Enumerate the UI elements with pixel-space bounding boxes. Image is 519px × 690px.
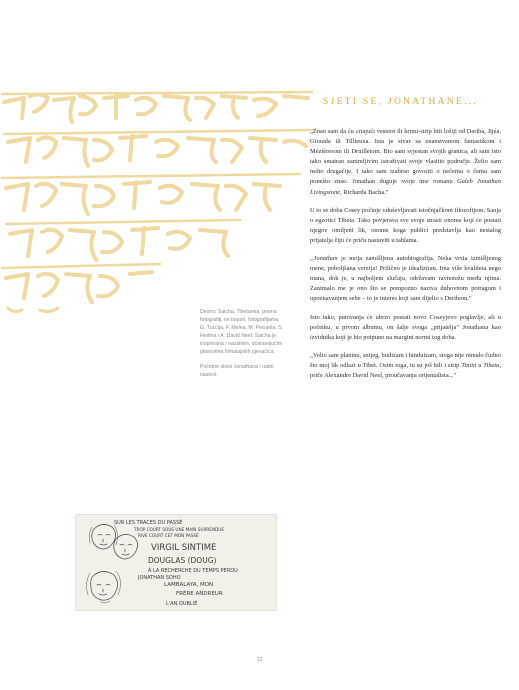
italic-title: „Jonathan xyxy=(310,255,338,263)
sketch-note: TROP COURT SOUS UNE MAIN SURRENDUE xyxy=(134,527,225,532)
italic-title: Galeb Jonathan Livingstone xyxy=(310,178,501,196)
paragraph: U to se doba Cosey počinje oduševljavati istočnjačkom filozofijom. Sanja o egzotici Tibeta. Tako povjerava sve svoje strasti onome koji će postati njegov omiljeni lik, onome koga publici predstavlja kao nestalog prijatelja čiju će priču nastaviti u tablama. xyxy=(310,206,501,244)
paragraph xyxy=(310,127,501,198)
text-run: „Volio sam planinu, snijeg, budizam i hinduizam, stoga nije nimalo čudno što moj lik odlazi u Tibet. Osim toga, tu su još bili i strip xyxy=(310,351,501,369)
caption-paragraph: Desno: Saicha, Tibetanka, prema fotografiji, ne bojam, fotografijama G. Tuccija, F. Melea, M. Peissela, S. Hedina i A. David Neel. Saicha je inspirirana i nazalnim, očaravajućim glasovima himalajskih pjevačica. xyxy=(200,309,284,356)
italic-title: Tintin u Tibetu xyxy=(461,361,500,369)
sketch-image xyxy=(75,514,277,611)
image-caption xyxy=(200,308,284,385)
sketch-note: VIRGIL SINTIME xyxy=(151,543,217,553)
section-heading: SJETI SE, JONATHANE... xyxy=(323,97,479,107)
paragraph xyxy=(310,254,501,304)
sketch-note: RIVE COURT CET MON PASSÉ xyxy=(138,533,199,538)
sketch-note: FRÈRE ANDREUR xyxy=(176,591,223,597)
sketch-note: L'AN OUBLIÉ xyxy=(166,601,198,607)
tibetan-calligraphy xyxy=(0,88,315,320)
sketch-note: SUR LES TRACES DU PASSÉ xyxy=(114,520,183,526)
text-run: , priče Alexandre David Neel, proučavanja orijentalista..." xyxy=(310,361,502,379)
caption-paragraph-sketches: Početne skice Jonathana i radni naslovi. xyxy=(200,363,274,378)
sketch-note: JONATHAN SOHO xyxy=(138,575,181,581)
sketch-note: À LA RECHERCHE DU TEMPS PERDU xyxy=(148,568,238,574)
text-run: je moja zamišljena autobiografija. Neka vrsta izmišljenog mene, poboljšana verzija! Prilično je idealiziran. Ima više kvaliteta nego mana, dok je, u najboljem slučaju, održavam ravnotežu među njima. Zanimalo me je ono što se pompozno naziva duhovnom potragom i upoznavanjem sebe – to je interes koji sam dijelio s Deribom." xyxy=(310,255,501,303)
sketch-note: LAMBALAYA, MON xyxy=(164,582,214,588)
paragraph xyxy=(310,351,501,381)
page-number: 12 xyxy=(256,657,263,663)
text-run: , Richarda Bacha." xyxy=(340,188,389,196)
paragraph: Isto tako, putovanja će ubrzo postati novo Coseyjevo poglavlje, ali u početku, u prvom albumu, on šalje svoga „prijatelja" Jonathana kao izvidnika koji je bio potpuno na margini normi tog doba. xyxy=(310,313,501,341)
sketch-note: DOUGLAS (DOUG) xyxy=(148,556,217,565)
body-text xyxy=(310,127,501,389)
text-run: „Znao sam da ću crtajući vestern ili krimi-strip biti lošiji od Deriba, Jijéa, Girauda ili Tillieuxa. Ista je stvar sa znanstvenom fantastikom i Mézièresom ili Druilletom. Bio sam svjestan svojih granica, ali sam isto tako smatrao zanimljivim istraživati svoje vlastito područje. Želio sam nešto drugačije. I tako sam izabrao govoriti o nečemu o čemu sam ponešto znao. Jonathan duguje svoje ime romanu xyxy=(310,128,501,186)
